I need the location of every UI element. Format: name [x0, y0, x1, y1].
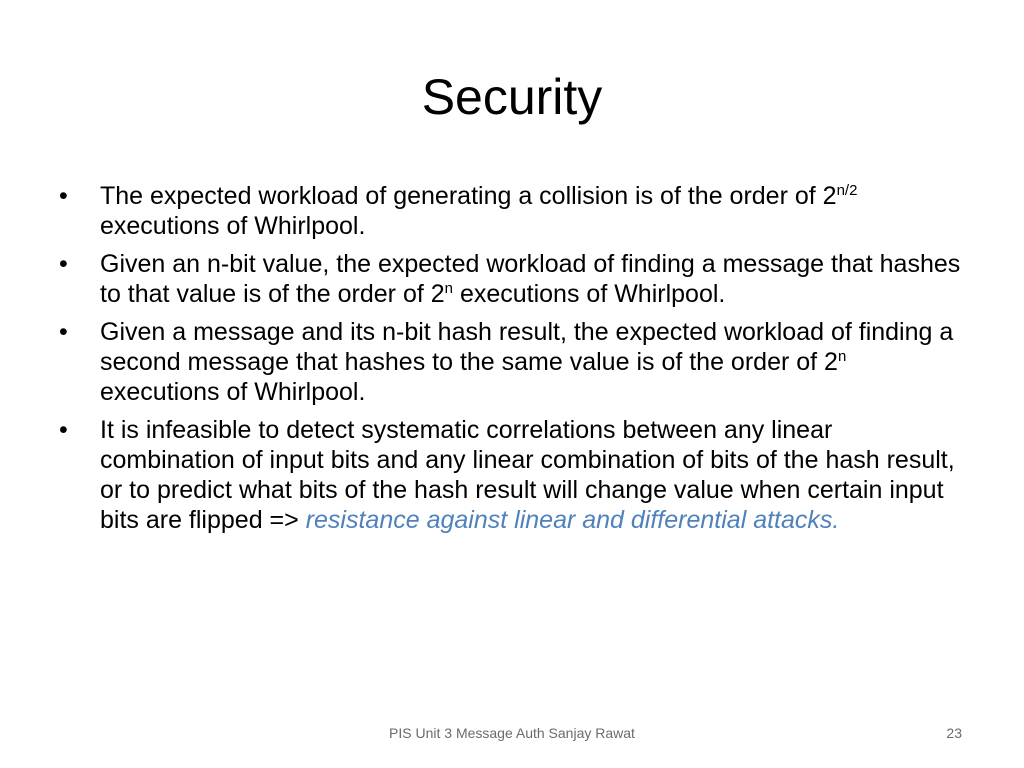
- bullet-dot-icon: •: [59, 318, 68, 346]
- footer-text: PIS Unit 3 Message Auth Sanjay Rawat: [389, 725, 635, 741]
- exponent: n: [837, 348, 847, 365]
- bullet-dot-icon: •: [59, 182, 68, 210]
- exponent: n: [444, 280, 453, 297]
- bullet-text-end: executions of Whirlpool.: [453, 280, 726, 308]
- bullet-list: [59, 181, 970, 543]
- bullet-text: Given a message and its n-bit hash result, the expected workload of finding a second message that hashes to the same value is of the order of 2: [100, 318, 954, 376]
- bullet-item-correlations: [59, 415, 970, 535]
- bullet-item-preimage: [59, 249, 970, 309]
- bullet-text-end: executions of Whirlpool.: [100, 378, 366, 406]
- bullet-item-second-preimage: [59, 317, 970, 407]
- bullet-emphasis: resistance against linear and differential attacks.: [305, 506, 840, 534]
- bullet-text: Given an n-bit value, the expected workload of finding a message that hashes to that value is of the order of 2: [100, 250, 961, 308]
- bullet-dot-icon: •: [59, 250, 68, 278]
- bullet-text-end: executions of Whirlpool.: [100, 212, 366, 240]
- bullet-text: The expected workload of generating a collision is of the order of 2: [100, 182, 837, 210]
- bullet-dot-icon: •: [59, 416, 68, 444]
- exponent: n/2: [836, 182, 858, 199]
- slide-title: Security: [421, 69, 603, 125]
- bullet-text: It is infeasible to detect systematic correlations between any linear combination of input bits and any linear combination of bits of the hash result, or to predict what bits of the hash result will change value when certain input bits are flipped =>: [100, 416, 955, 534]
- bullet-item-collision: [59, 181, 970, 241]
- page-number: 23: [946, 725, 962, 741]
